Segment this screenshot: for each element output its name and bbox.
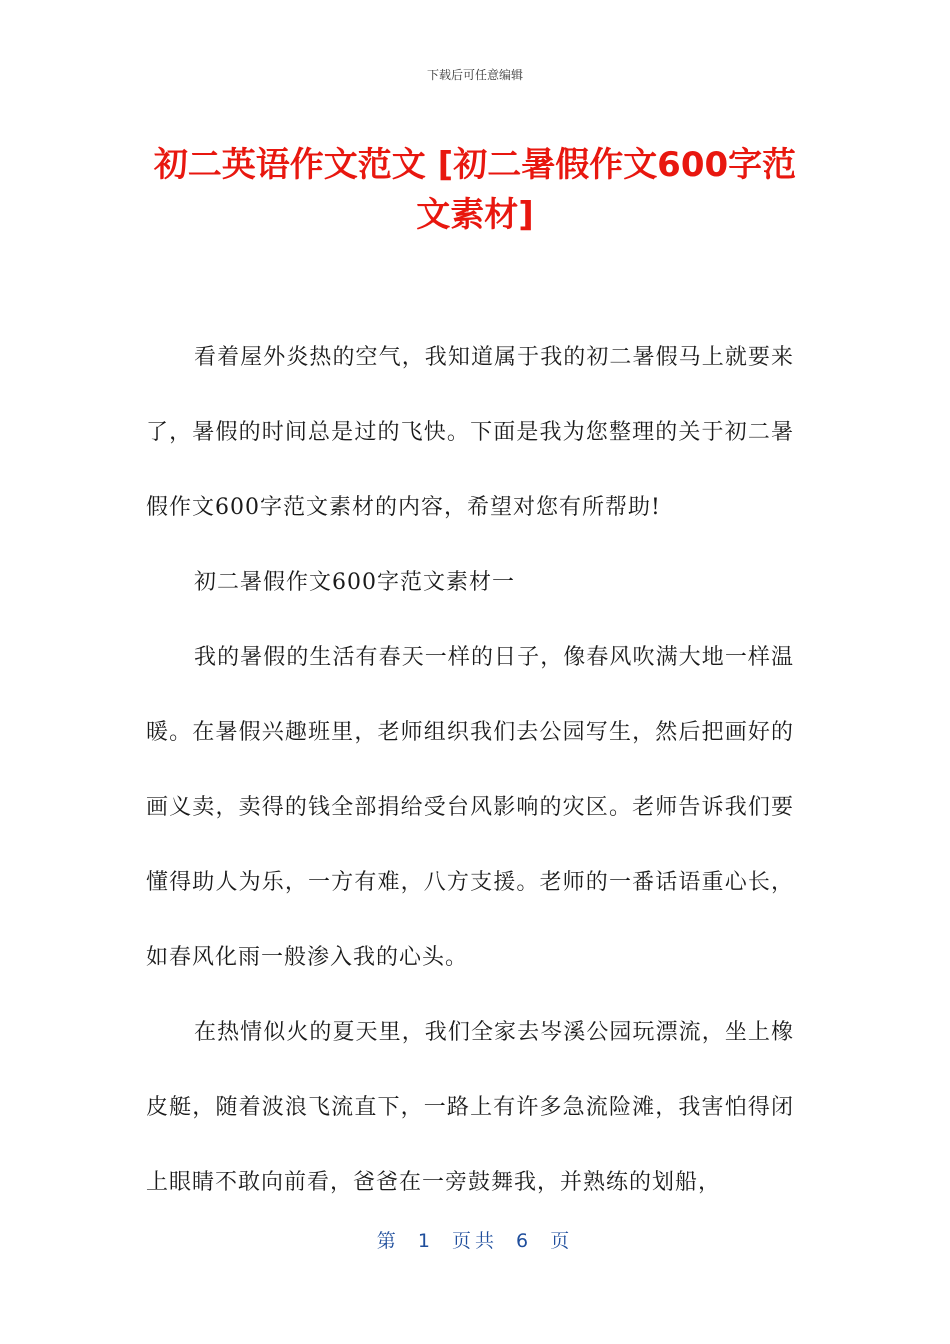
page-footer (0, 1226, 950, 1253)
document-title: 初二英语作文范文 [初二暑假作文600字范文素材] (153, 145, 797, 235)
footer-current-page: 1 (417, 1230, 434, 1252)
footer-total-pages: 6 (516, 1230, 533, 1252)
paragraph: 在热情似火的夏天里，我们全家去岑溪公园玩漂流，坐上橡皮艇，随着波浪飞流直下，一路上有许多急流险滩，我害怕得闭上眼睛不敢向前看，爸爸在一旁鼓舞我，并熟练的划船， (146, 1020, 794, 1195)
document-body (146, 320, 794, 1220)
header-note: 下载后可任意编辑 (426, 68, 523, 82)
paragraph: 我的暑假的生活有春天一样的日子，像春风吹满大地一样温暖。在暑假兴趣班里，老师组织我们去公园写生，然后把画好的画义卖，卖得的钱全部捐给受台风影响的灾区。老师告诉我们要懂得助人为乐，一方有难，八方支援。老师的一番话语重心长，如春风化雨一般渗入我的心头。 (146, 645, 794, 970)
footer-label-end: 页 (550, 1230, 574, 1252)
footer-label-page: 第 (376, 1230, 400, 1252)
footer-label-of: 页共 (451, 1230, 498, 1252)
section-heading: 初二暑假作文600字范文素材一 (194, 570, 515, 595)
paragraph-intro: 看着屋外炎热的空气，我知道属于我的初二暑假马上就要来了，暑假的时间总是过的飞快。下面是我为您整理的关于初二暑假作文600字范文素材的内容，希望对您有所帮助! (146, 345, 794, 520)
